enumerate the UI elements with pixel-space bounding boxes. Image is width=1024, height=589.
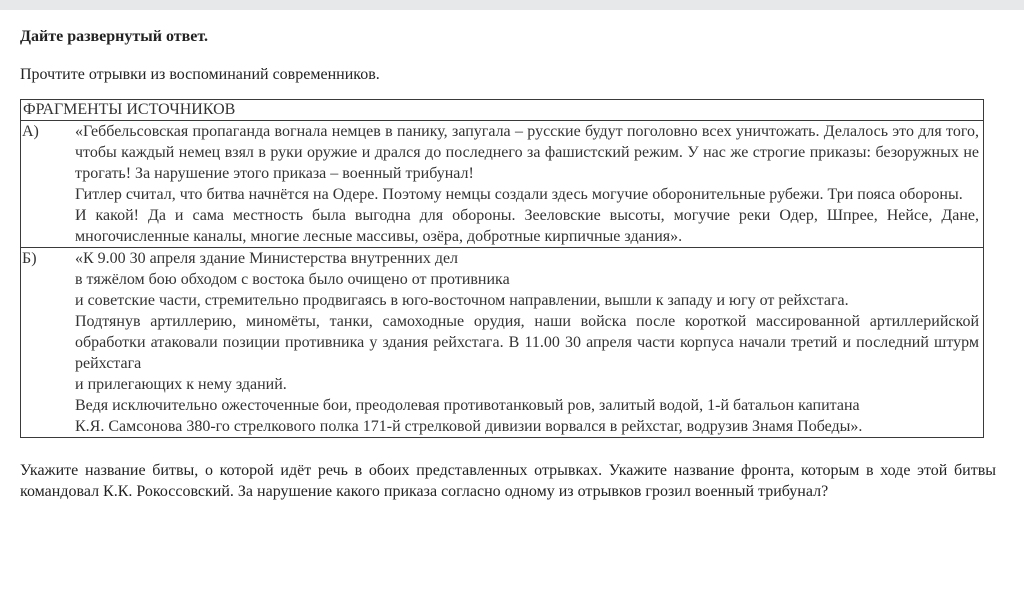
- fragment-b-line-1: «К 9.00 30 апреля здание Министерства внутренних дел: [75, 250, 459, 267]
- fragment-b-line-2: в тяжёлом бою обходом с востока было очищено от противника: [75, 271, 510, 288]
- fragment-b-line-3: и советские части, стремительно продвигаясь в юго-восточном направлении, вышли к западу и югу от рейхстага.: [75, 292, 849, 309]
- task-question: Укажите название битвы, о которой идёт речь в обоих представленных отрывках. Укажите название фронта, которым в ходе этой битвы командовал К.К. Рокоссовский. За нарушение какого приказа согласно одному из отрывков грозил военный трибунал?: [20, 462, 996, 500]
- fragment-b-line-4: и прилегающих к нему зданий.: [75, 376, 287, 393]
- fragment-b-line-6: К.Я. Самсонова 380-го стрелкового полка 171-й стрелковой дивизии ворвался в рейхстаг, водрузив Знамя Победы».: [75, 418, 863, 435]
- fragment-a-paragraph-1: «Геббельсовская пропаганда вогнала немцев в панику, запугала – русские будут поголовно всех уничтожать. Делалось это для того, чтобы каждый немец взял в руки оружие и дрался до последнего за фашистский режим. У нас же строгие приказы: безоружных не трогать! За нарушение этого приказа – военный трибунал!: [75, 123, 979, 182]
- fragment-row-a: [21, 121, 984, 248]
- fragment-b-line-5: Ведя исключительно ожесточенные бои, преодолевая противотанковый ров, залитый водой, 1-й батальон капитана: [75, 397, 860, 414]
- fragment-text-b: [72, 248, 984, 438]
- sources-header-row: [21, 100, 984, 121]
- top-bar: [0, 0, 1024, 10]
- fragment-b-paragraph: Подтянув артиллерию, миномёты, танки, самоходные орудия, наши войска после короткой массированной артиллерийской обработки атаковали позиции противника у здания рейхстага. В 11.00 30 апреля части корпуса начали третий и последний штурм рейхстага: [75, 313, 979, 372]
- sources-header: ФРАГМЕНТЫ ИСТОЧНИКОВ: [21, 100, 984, 121]
- task-heading: Дайте развернутый ответ.: [20, 28, 208, 45]
- fragment-a-paragraph-2: Гитлер считал, что битва начнётся на Одере. Поэтому немцы создали здесь могучие оборонительные рубежи. Три пояса обороны.: [75, 186, 963, 203]
- sources-table: [20, 99, 984, 438]
- fragment-row-b: [21, 248, 984, 438]
- fragment-label-b: Б): [21, 248, 73, 438]
- fragment-text-a: [72, 121, 984, 248]
- task-content: [20, 27, 996, 518]
- fragment-label-a: А): [21, 121, 73, 248]
- task-intro: Прочтите отрывки из воспоминаний современников.: [20, 66, 380, 83]
- fragment-a-paragraph-3: И какой! Да и сама местность была выгодна для обороны. Зееловские высоты, могучие реки Одер, Шпрее, Нейсе, Дане, многочисленные каналы, многие лесные массивы, озёра, добротные кирпичные здания».: [75, 207, 979, 245]
